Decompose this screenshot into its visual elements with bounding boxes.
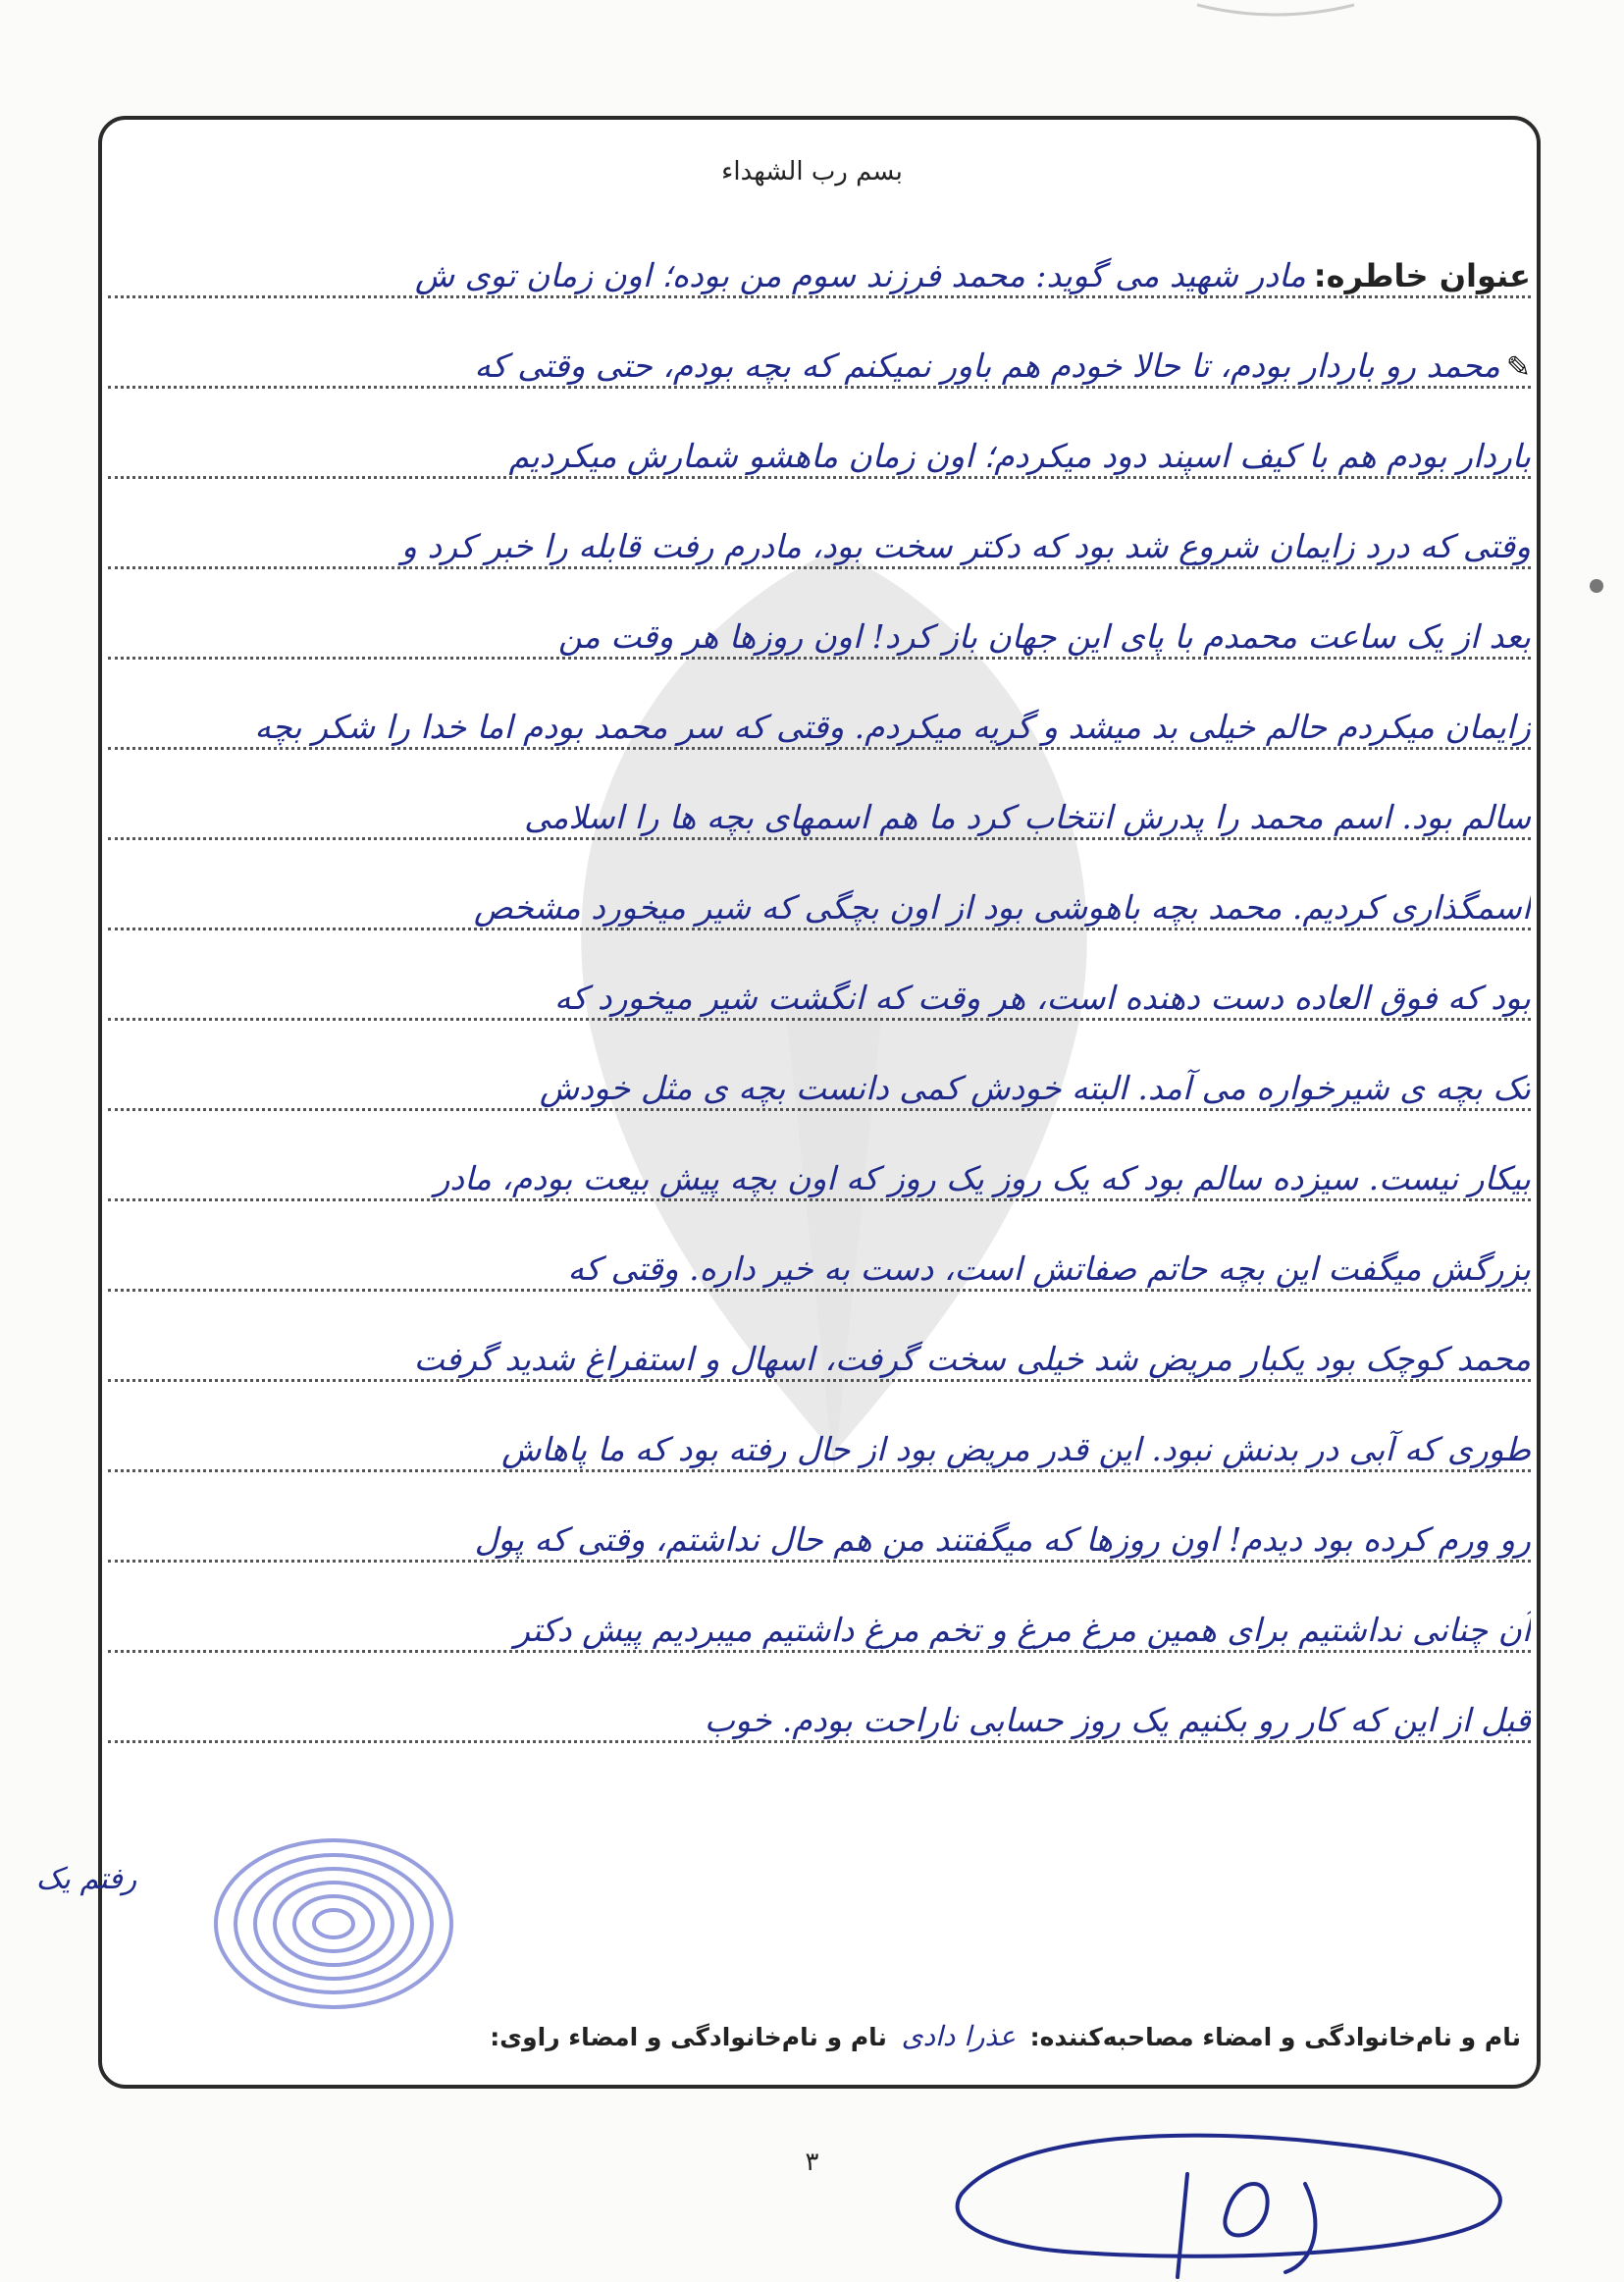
- footer-signature-line: [108, 2020, 1521, 2052]
- header-title: بسم رب الشهداء: [721, 157, 903, 186]
- dotted-rule: [108, 1560, 1531, 1563]
- memo-line-16: [108, 1580, 1531, 1671]
- dotted-rule: [108, 386, 1531, 389]
- memo-line-5: [108, 587, 1531, 677]
- fingerprint-stamp: [201, 1826, 466, 2022]
- memo-line-14: [108, 1400, 1531, 1490]
- memo-line-3: [108, 406, 1531, 497]
- interviewer-name: عذرا دادی: [901, 2020, 1016, 2052]
- interviewer-label: نام و نام‌خانوادگی و امضاء مصاحبه‌کننده:: [1029, 2023, 1521, 2051]
- memo-line-12: [108, 1219, 1531, 1309]
- memo-line-4: [108, 497, 1531, 587]
- memo-title-label: عنوان خاطره:: [1313, 257, 1531, 294]
- dotted-rule: [108, 928, 1531, 930]
- memo-line-text: سالم بود. اسم محمد را پدرش انتخاب کرد ما هم اسمهای بچه ها را اسلامی: [524, 798, 1531, 836]
- memo-line-text: بیکار نیست. سیزده سالم بود که یک روز یک روز که اون بچه پیش بیعت بودم، مادر: [434, 1159, 1531, 1197]
- memo-line-7: [108, 768, 1531, 858]
- dotted-rule: [108, 1650, 1531, 1653]
- memo-line-1: [108, 226, 1531, 316]
- pencil-icon: ✎: [1505, 350, 1531, 385]
- memo-line-13: [108, 1309, 1531, 1400]
- dotted-rule: [108, 1379, 1531, 1382]
- memo-line-8: [108, 858, 1531, 948]
- memo-line-text: طوری که آبی در بدنش نبود. این قدر مریض بود از حال رفته بود که ما پاهاش: [501, 1430, 1531, 1468]
- memo-line-text: محمد رو باردار بودم، تا حالا خودم هم باور نمیکنم که بچه بودم، حتی وقتی که: [474, 346, 1500, 385]
- memo-line-text: محمد کوچک بود یکبار مریض شد خیلی سخت گرفت، اسهال و استفراغ شدید گرفت: [413, 1340, 1531, 1378]
- memo-line-9: [108, 948, 1531, 1038]
- dotted-rule: [108, 747, 1531, 750]
- memo-line-text: اسمگذاری کردیم. محمد بچه باهوشی بود از اون بچگی که شیر میخورد مشخص: [473, 888, 1531, 927]
- memo-lines: [108, 226, 1531, 1761]
- dotted-rule: [108, 1018, 1531, 1021]
- margin-handwritten-note: رفتم یک: [35, 1862, 137, 1896]
- dotted-rule: [108, 1108, 1531, 1111]
- dotted-rule: [108, 1469, 1531, 1472]
- memo-line-text: قبل از این که کار رو بکنیم یک روز حسابی ناراحت بودم. خوب: [704, 1701, 1531, 1739]
- page-number: ۳: [805, 2148, 819, 2177]
- narrator-signature: [932, 2115, 1541, 2282]
- memo-line-11: [108, 1129, 1531, 1219]
- dotted-rule: [108, 657, 1531, 660]
- dotted-rule: [108, 566, 1531, 569]
- dotted-rule: [108, 837, 1531, 840]
- margin-dot: [1590, 579, 1603, 593]
- dotted-rule: [108, 1740, 1531, 1743]
- memo-line-text: تک بچه ی شیرخواره می آمد. البته خودش کمی دانست بچه ی مثل خودش: [539, 1069, 1531, 1107]
- narrator-label: نام و نام‌خانوادگی و امضاء راوی:: [490, 2023, 887, 2051]
- memo-line-text: آن چنانی نداشتیم برای همین مرغ مرغ و تخم مرغ داشتیم میبردیم پیش دکتر: [514, 1611, 1531, 1649]
- memo-line-text: باردار بودم هم با کیف اسپند دود میکردم؛ اون زمان ماهشو شمارش میکردیم: [508, 437, 1531, 475]
- memo-line-10: [108, 1038, 1531, 1129]
- dotted-rule: [108, 1289, 1531, 1292]
- memo-line-2: [108, 316, 1531, 406]
- dotted-rule: [108, 295, 1531, 298]
- dotted-rule: [108, 1198, 1531, 1201]
- memo-line-text: بزرگش میگفت این بچه حاتم صفاتش است، دست به خیر داره. وقتی که: [567, 1249, 1531, 1288]
- memo-line-15: [108, 1490, 1531, 1580]
- memo-line-17: [108, 1671, 1531, 1761]
- memo-line-text: مادر شهید می گوید: محمد فرزند سوم من بوده؛ اون زمان توی ش: [414, 256, 1306, 294]
- corner-stamp-mark: [1178, 0, 1374, 29]
- memo-line-text: زایمان میکردم حالم خیلی بد میشد و گریه میکردم. وقتی که سر محمد بودم اما خدا را شکر بچه: [254, 708, 1531, 746]
- dotted-rule: [108, 476, 1531, 479]
- memo-line-text: وقتی که درد زایمان شروع شد بود که دکتر سخت بود، مادرم رفت قابله را خبر کرد و: [401, 527, 1531, 565]
- memo-line-text: بود که فوق العاده دست دهنده است، هر وقت که انگشت شیر میخورد که: [554, 979, 1531, 1017]
- memo-line-text: رو ورم کرده بود دیدم! اون روزها که میگفتند من هم حال نداشتم، وقتی که پول: [474, 1520, 1531, 1559]
- memo-line-6: [108, 677, 1531, 768]
- memo-line-text: بعد از یک ساعت محمدم با پای این جهان باز کرد! اون روزها هر وقت من: [557, 617, 1531, 656]
